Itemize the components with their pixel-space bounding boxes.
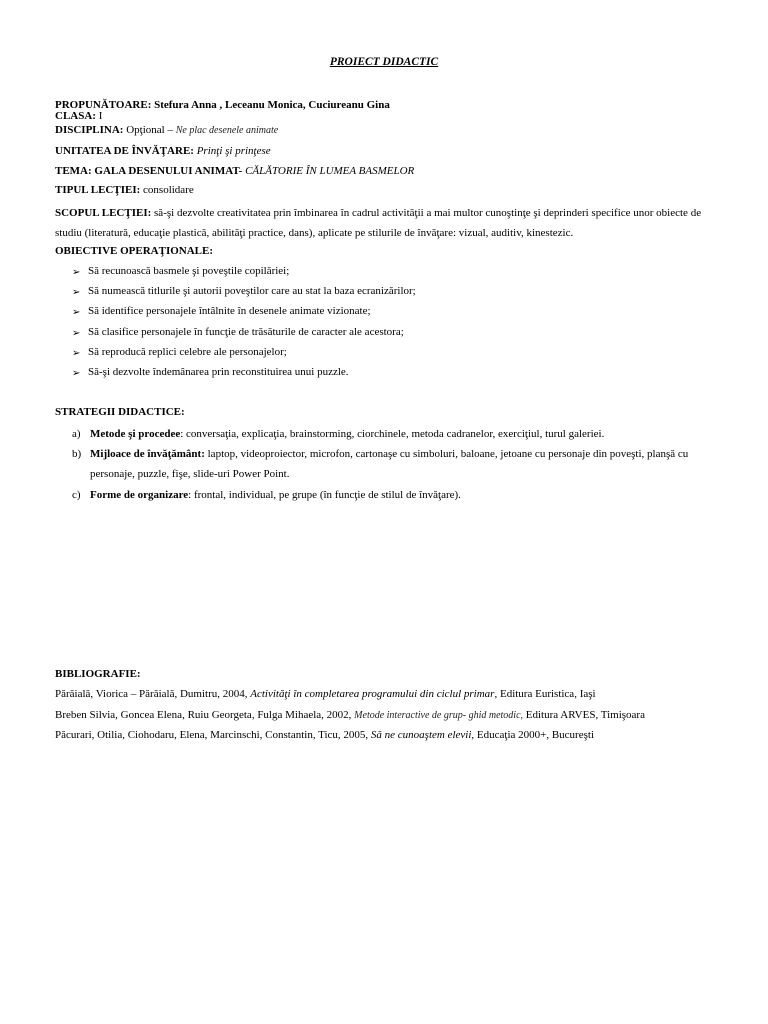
strategies-heading: STRATEGII DIDACTICE: xyxy=(55,406,185,418)
document-title: PROIECT DIDACTIC xyxy=(329,56,439,68)
arrow-bullet-icon: ➢ xyxy=(72,327,81,339)
tema-label: TEMA: GALA DESENULUI ANIMAT- xyxy=(55,165,243,177)
objectives-heading: OBIECTIVE OPERAŢIONALE: xyxy=(55,245,214,257)
clasa-value: I xyxy=(95,110,103,122)
propunatoare-value: Stefura Anna , Leceanu Monica, Cuciureanu Gina xyxy=(151,99,390,111)
scopul-value: să-şi dezvolte creativitatea prin îmbinarea în cadrul activităţii a mai multor cunoştinţe şi deprinderi specifice unor obiecte de studiu (literatură, educaţie plastică, abilităţi practice, dans), aplicate pe stilurile de învăţare: vizual, auditiv, kinestezic. xyxy=(55,207,702,239)
tema-value: CĂLĂTORIE ÎN LUMEA BASMELOR xyxy=(242,165,415,177)
unitatea-value: Prinţi şi prinţese xyxy=(193,145,271,157)
bibliography-entry: Păcurari, Otilia, Ciohodaru, Elena, Marcinschi, Constantin, Ticu, 2005, Să ne cunoaştem elevii, Educaţia 2000+, Bucureşti xyxy=(55,729,594,741)
list-marker: a) xyxy=(72,428,81,440)
list-item: b) Mijloace de învăţământ: laptop, videoproiector, microfon, cartonaşe cu simboluri, baloane, jetoane cu personaje din poveşti, planşă cu personaje, puzzle, fişe, slide-uri Power Point. xyxy=(72,444,722,484)
disciplina-value: Opţional – xyxy=(123,124,176,136)
propunatoare-line xyxy=(55,99,390,111)
arrow-bullet-icon: ➢ xyxy=(72,307,81,319)
unitatea-line xyxy=(55,145,271,157)
tipul-value: consolidare xyxy=(140,184,194,196)
objectives-list xyxy=(72,265,712,386)
bibliography-entry: Părăială, Viorica – Părăială, Dumitru, 2004, Activităţi în completarea programului din ciclul primar, Editura Euristica, Iaşi xyxy=(55,688,596,700)
list-item: ➢ Să recunoască basmele şi poveştile copilăriei; xyxy=(72,265,290,278)
arrow-bullet-icon: ➢ xyxy=(72,347,81,359)
list-item: ➢ Să numească titlurile şi autorii poveştilor care au stat la baza ecranizărilor; xyxy=(72,285,416,299)
disciplina-line xyxy=(55,124,278,136)
propunatoare-label: PROPUNĂTOARE: xyxy=(55,99,152,111)
unitatea-label: UNITATEA DE ÎNVĂŢARE: xyxy=(55,145,194,157)
list-item: c) Forme de organizare: frontal, individual, pe grupe (în funcţie de stilul de învăţare). xyxy=(72,485,722,505)
clasa-label: CLASA: xyxy=(55,110,96,122)
clasa-line xyxy=(55,110,102,122)
list-item: ➢ Să-şi dezvolte îndemânarea prin reconstituirea unui puzzle. xyxy=(72,365,349,379)
strategies-list xyxy=(72,424,722,505)
list-item: a) Metode şi procedee: conversaţia, explicaţia, brainstorming, ciorchinele, metoda cadranelor, exerciţiul, turul galeriei. xyxy=(72,424,722,444)
disciplina-label: DISCIPLINA: xyxy=(55,124,124,136)
list-marker: c) xyxy=(72,488,81,501)
arrow-bullet-icon: ➢ xyxy=(72,367,81,379)
arrow-bullet-icon: ➢ xyxy=(72,267,81,278)
list-item: ➢ Să clasifice personajele în funcţie de trăsăturile de caracter ale acestora; xyxy=(72,325,404,339)
list-item: ➢ Să identifice personajele întâlnite în desenele animate vizionate; xyxy=(72,305,371,319)
arrow-bullet-icon: ➢ xyxy=(72,287,81,299)
tipul-line xyxy=(55,184,194,196)
bibliography-heading: BIBLIOGRAFIE: xyxy=(55,668,141,680)
bibliography-entry: Breben Silvia, Goncea Elena, Ruiu Georgeta, Fulga Mihaela, 2002, Metode interactive de grup- ghid metodic, Editura ARVES, Timişoara xyxy=(55,709,645,721)
scopul-label: SCOPUL LECŢIEI: xyxy=(55,207,152,219)
scopul-paragraph xyxy=(55,203,720,243)
disciplina-subtitle: Ne plac desenele animate xyxy=(175,125,279,136)
list-item: ➢ Să reproducă replici celebre ale personajelor; xyxy=(72,345,287,359)
list-marker: b) xyxy=(72,448,82,461)
tema-line xyxy=(55,165,414,177)
tipul-label: TIPUL LECŢIEI: xyxy=(55,184,141,196)
